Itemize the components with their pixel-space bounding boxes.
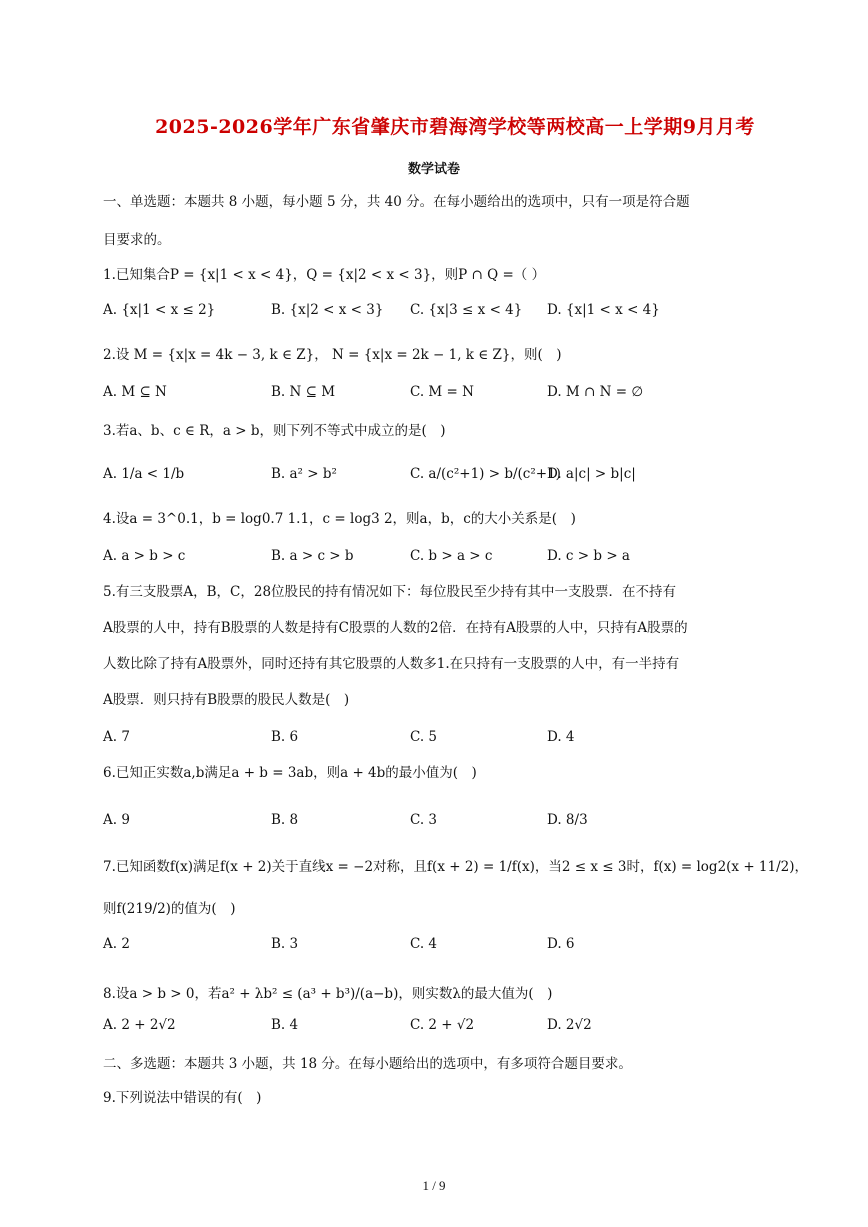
q3-option-b[interactable]: B. a² > b² <box>271 466 337 482</box>
q2-options <box>0 384 868 406</box>
q7-option-c[interactable]: C. 4 <box>410 936 438 952</box>
q3-option-c[interactable]: C. a/(c²+1) > b/(c²+1) <box>410 466 561 482</box>
q7-option-a[interactable]: A. 2 <box>103 936 130 952</box>
q8-options <box>0 1017 868 1039</box>
page-number: 1 / 9 <box>422 1178 446 1193</box>
q1-option-b[interactable]: B. {x|2 < x < 3} <box>271 302 384 318</box>
q1-option-c[interactable]: C. {x|3 ≤ x < 4} <box>410 302 523 318</box>
q2-option-d[interactable]: D. M ∩ N = ∅ <box>547 384 644 400</box>
q8-option-d[interactable]: D. 2√2 <box>547 1017 592 1033</box>
q7-line1: 7.已知函数f(x)满足f(x + 2)关于直线x = −2对称，且f(x + 2) = 1/f(x)，当2 ≤ x ≤ 3时，f(x) = log2(x + 11/2)， <box>103 859 809 875</box>
q7-option-d[interactable]: D. 6 <box>547 936 575 952</box>
q1-option-a[interactable]: A. {x|1 < x ≤ 2} <box>103 302 216 318</box>
q4-stem: 4.设a = 3^0.1，b = log0.7 1.1，c = log3 2，则a，b，c的大小关系是( ) <box>103 511 576 527</box>
q2-option-a[interactable]: A. M ⊆ N <box>103 384 167 400</box>
q5-option-b[interactable]: B. 6 <box>271 729 299 745</box>
q7-option-b[interactable]: B. 3 <box>271 936 299 952</box>
q9-stem: 9.下列说法中错误的有( ) <box>103 1090 262 1106</box>
q6-options <box>0 812 868 834</box>
q5-option-c[interactable]: C. 5 <box>410 729 438 745</box>
q1-stem: 1.已知集合P = {x|1 < x < 4}，Q = {x|2 < x < 3}，则P ∩ Q =（ ） <box>103 267 546 283</box>
q4-option-a[interactable]: A. a > b > c <box>103 548 186 564</box>
q5-line3: 人数比除了持有A股票外，同时还持有其它股票的人数多1.在只持有一支股票的人中，有一半持有 <box>103 656 680 672</box>
q5-option-d[interactable]: D. 4 <box>547 729 575 745</box>
page-title: 2025-2026学年广东省肇庆市碧海湾学校等两校高一上学期9月月考 <box>155 116 755 138</box>
section1-line2: 目要求的。 <box>103 232 171 248</box>
q2-option-b[interactable]: B. N ⊆ M <box>271 384 336 400</box>
q1-options <box>0 302 868 324</box>
q8-option-b[interactable]: B. 4 <box>271 1017 299 1033</box>
q3-stem: 3.若a、b、c ∈ R，a > b，则下列不等式中成立的是( ) <box>103 423 446 439</box>
q3-option-d[interactable]: D. a|c| > b|c| <box>547 466 636 482</box>
section2-line1: 二、多选题：本题共 3 小题，共 18 分。在每小题给出的选项中，有多项符合题目要求。 <box>103 1056 632 1072</box>
q8-stem: 8.设a > b > 0，若a² + λb² ≤ (a³ + b³)/(a−b)，则实数λ的最大值为( ) <box>103 986 553 1002</box>
q5-option-a[interactable]: A. 7 <box>103 729 130 745</box>
q4-option-b[interactable]: B. a > c > b <box>271 548 354 564</box>
q6-option-c[interactable]: C. 3 <box>410 812 438 828</box>
q5-line4: A股票．则只持有B股票的股民人数是( ) <box>103 692 350 708</box>
q7-options <box>0 936 868 958</box>
q2-stem: 2.设 M = {x|x = 4k − 3, k ∈ Z}， N = {x|x = 2k − 1, k ∈ Z}，则( ) <box>103 347 562 363</box>
q6-option-b[interactable]: B. 8 <box>271 812 299 828</box>
section1-line1: 一、单选题：本题共 8 小题，每小题 5 分，共 40 分。在每小题给出的选项中，只有一项是符合题 <box>103 194 690 210</box>
q7-line2: 则f(219/2)的值为( ) <box>103 901 236 917</box>
q5-options <box>0 729 868 751</box>
q3-option-a[interactable]: A. 1/a < 1/b <box>103 466 185 482</box>
q4-options <box>0 548 868 570</box>
q2-option-c[interactable]: C. M = N <box>410 384 474 400</box>
q6-option-d[interactable]: D. 8/3 <box>547 812 588 828</box>
page-subtitle: 数学试卷 <box>407 162 460 177</box>
q1-option-d[interactable]: D. {x|1 < x < 4} <box>547 302 660 318</box>
q4-option-d[interactable]: D. c > b > a <box>547 548 630 564</box>
q8-option-c[interactable]: C. 2 + √2 <box>410 1017 475 1033</box>
q8-option-a[interactable]: A. 2 + 2√2 <box>103 1017 176 1033</box>
q4-option-c[interactable]: C. b > a > c <box>410 548 493 564</box>
q5-line1: 5.有三支股票A，B，C，28位股民的持有情况如下：每位股民至少持有其中一支股票．在不持有 <box>103 584 677 600</box>
q6-stem: 6.已知正实数a,b满足a + b = 3ab，则a + 4b的最小值为( ) <box>103 765 477 781</box>
q5-line2: A股票的人中，持有B股票的人数是持有C股票的人数的2倍．在持有A股票的人中，只持有A股票的 <box>103 620 688 636</box>
q3-options <box>0 466 868 488</box>
q6-option-a[interactable]: A. 9 <box>103 812 130 828</box>
